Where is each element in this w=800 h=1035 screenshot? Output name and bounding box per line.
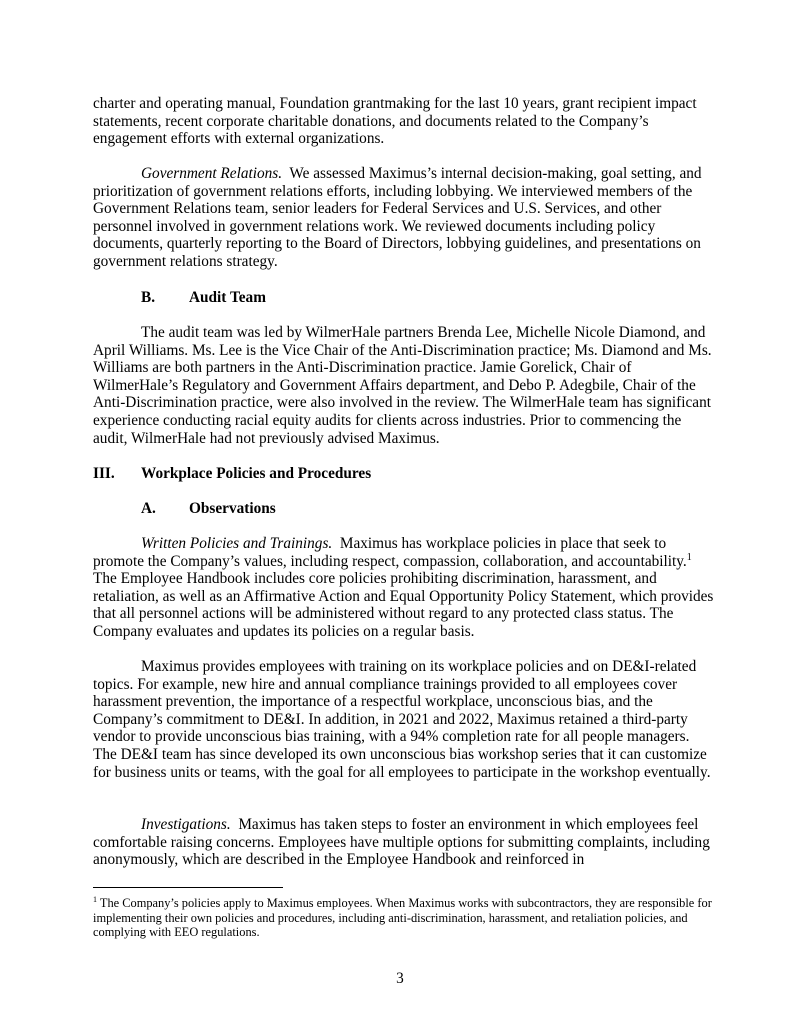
paragraph-foundation-review — [93, 95, 715, 148]
heading-number: B. — [141, 289, 156, 306]
paragraph-text: charter and operating manual, Foundation grantmaking for the last 10 years, grant recipient impact statements, recent corporate charitable donations, and documents related to the Company’s engagement efforts with external organizations. — [93, 95, 697, 148]
footnote-mark: 1 — [93, 894, 97, 904]
heading-title: Observations — [189, 500, 276, 517]
heading-observations — [93, 500, 715, 518]
paragraph-text: We assessed Maximus’s internal decision-making, goal setting, and prioritization of government relations efforts, including lobbying. We interviewed members of the Government Relations team, senior leaders for Federal Services and U.S. Services, and other personnel involved in government relations work. We reviewed documents including policy documents, quarterly reporting to the Board of Directors, lobbying guidelines, and presentations on government relations strategy. — [93, 165, 702, 270]
paragraph-text: Maximus has taken steps to foster an environment in which employees feel comfortable raising concerns. Employees have multiple options for submitting complaints, including anonymously, which are described in the Employee Handbook and reinforced in — [93, 816, 710, 869]
paragraph-text: The Employee Handbook includes core policies prohibiting discrimination, harassment, and retaliation, as well as an Affirmative Action and Equal Opportunity Policy Statement, which provides that all personnel actions will be administered without regard to any protected class status. The Company evaluates and updates its policies on a regular basis. — [93, 570, 714, 640]
footnote-separator — [93, 887, 283, 888]
paragraph-text: Maximus has workplace policies in place that seek to promote the Company’s values, including respect, compassion, collaboration, and accountability. — [93, 535, 687, 570]
paragraph-lead-in: Government Relations. — [141, 165, 283, 182]
heading-number: A. — [141, 500, 156, 517]
paragraph-investigations — [93, 816, 715, 869]
heading-audit-team — [93, 289, 715, 307]
page-number: 3 — [396, 970, 404, 987]
paragraph-government-relations — [93, 165, 715, 271]
paragraph-written-policies — [93, 535, 715, 641]
heading-workplace-policies — [93, 465, 715, 483]
heading-title: Audit Team — [189, 289, 266, 306]
footnote — [93, 896, 718, 940]
paragraph-lead-in: Investigations. — [141, 816, 231, 833]
heading-title: Workplace Policies and Procedures — [141, 465, 372, 482]
paragraph-text: The audit team was led by WilmerHale partners Brenda Lee, Michelle Nicole Diamond, and April Williams. Ms. Lee is the Vice Chair of the Anti-Discrimination practice; Ms. Diamond and Ms. Williams are both partners in the Anti-Discrimination practice. Jamie Gorelick, Chair of WilmerHale’s Regulatory and Government Affairs department, and Debo P. Adegbile, Chair of the Anti-Discrimination practice, were also involved in the review. The WilmerHale team has significant experience conducting racial equity audits for clients across industries. Prior to commencing the audit, WilmerHale had not previously advised Maximus. — [93, 324, 712, 447]
paragraph-training — [93, 658, 715, 781]
heading-number: III. — [93, 465, 115, 482]
paragraph-audit-team — [93, 324, 715, 447]
footnote-reference[interactable]: 1 — [686, 551, 692, 563]
footnote-text: The Company’s policies apply to Maximus employees. When Maximus works with subcontractors, they are responsible for implementing their own policies and procedures, including anti-discrimination, harassment, and retaliation policies, and complying with EEO regulations. — [93, 896, 712, 940]
paragraph-lead-in: Written Policies and Trainings. — [141, 535, 333, 552]
paragraph-text: Maximus provides employees with training on its workplace policies and on DE&I-related topics. For example, new hire and annual compliance trainings provided to all employees cover harassment prevention, the importance of a respectful workplace, unconscious bias, and the Company’s commitment to DE&I. In addition, in 2021 and 2022, Maximus retained a third-party vendor to provide unconscious bias training, with a 94% completion rate for all people managers. The DE&I team has since developed its own unconscious bias workshop series that it can customize for business units or teams, with the goal for all employees to participate in the workshop eventually. — [93, 658, 711, 781]
